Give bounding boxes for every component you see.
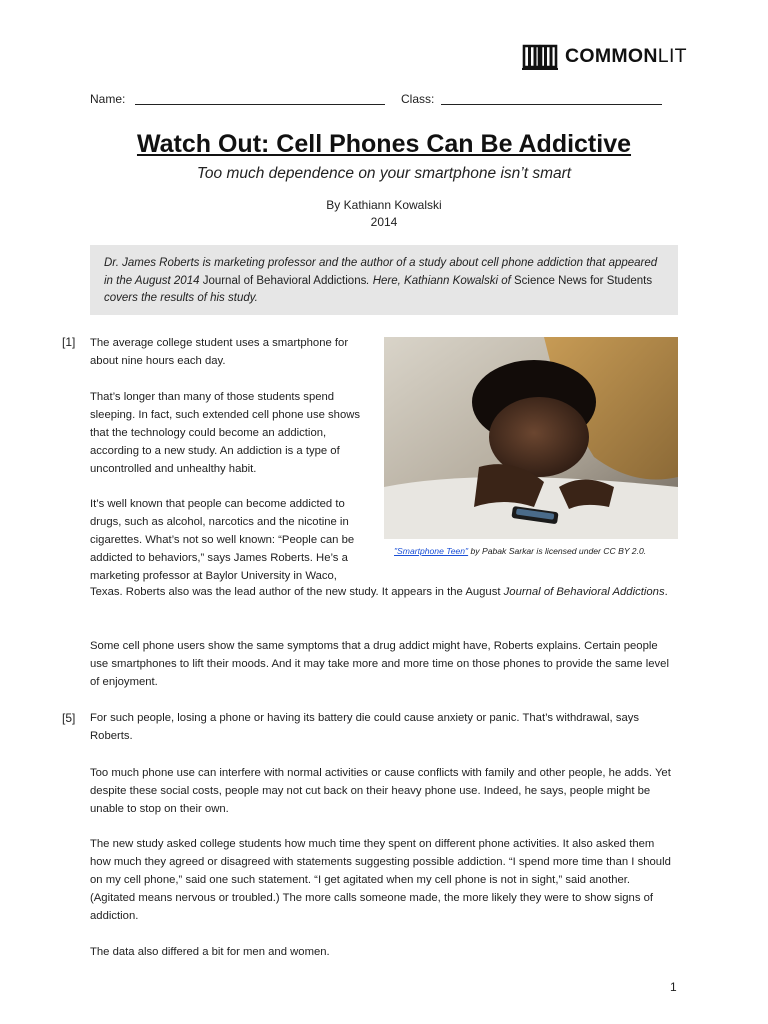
name-class-row bbox=[90, 92, 670, 108]
paragraph-2: That’s longer than many of those students spend sleeping. In fact, such extended cell phone use shows that the technology could become an addiction, according to a new study. An addiction is a type of uncontrolled and unhealthy habit. bbox=[90, 391, 361, 475]
paragraph-5: For such people, losing a phone or having its battery die could cause anxiety or panic. That’s withdrawal, says Roberts. bbox=[90, 712, 640, 742]
intro-box bbox=[90, 245, 678, 315]
class-field[interactable] bbox=[441, 104, 662, 105]
paragraph-number-5: [5] bbox=[62, 711, 76, 725]
paragraph-3a: It’s well known that people can become addicted to drugs, such as alcohol, narcotics and the nicotine in cigarettes. What’s not so well known: “People can be addicted to behaviors,” says James Roberts. He’s a marketing professor at Baylor University in Waco, bbox=[90, 498, 355, 582]
caption-license: by Pabak Sarkar is licensed under CC BY 2.0. bbox=[468, 546, 647, 556]
smartphone-teen-photo bbox=[384, 337, 678, 539]
paragraph-number-1: [1] bbox=[62, 335, 76, 349]
paragraph-6: Too much phone use can interfere with normal activities or cause conflicts with family and other people, he adds. Yet despite these social costs, people may not cut back on their heavy phone use. Indeed, he says, people might be unable to stop on their own. bbox=[90, 767, 671, 815]
intro-publication: Science News for Students bbox=[514, 274, 653, 287]
intro-part3: covers the results of his study. bbox=[104, 292, 258, 304]
class-label: Class: bbox=[401, 92, 435, 106]
paragraph-3-end: . bbox=[664, 586, 668, 598]
photo-source-link[interactable]: "Smartphone Teen" bbox=[394, 546, 469, 556]
name-field[interactable] bbox=[135, 104, 385, 105]
commonlit-logo bbox=[522, 42, 687, 70]
intro-part1: Dr. James Roberts is marketing professor and the author of a study about cell phone addiction that appeared in the August 2014 bbox=[104, 257, 658, 287]
logo-text bbox=[565, 45, 687, 68]
byline bbox=[0, 197, 768, 231]
article-title: Watch Out: Cell Phones Can Be Addictive bbox=[136, 130, 632, 158]
year: 2014 bbox=[370, 215, 398, 229]
paragraph-3-journal: Journal of Behavioral Addictions bbox=[503, 586, 665, 598]
page-number: 1 bbox=[670, 980, 677, 994]
book-icon bbox=[522, 42, 558, 70]
paragraph-3b-text: Texas. Roberts also was the lead author of the new study. It appears in the August bbox=[90, 586, 501, 598]
name-label: Name: bbox=[90, 92, 126, 106]
paragraph-8: The data also differed a bit for men and women. bbox=[90, 946, 330, 958]
author: By Kathiann Kowalski bbox=[326, 198, 442, 212]
paragraph-1: The average college student uses a smartphone for about nine hours each day. bbox=[90, 337, 349, 367]
photo-caption bbox=[394, 546, 678, 556]
logo-text-lit: LIT bbox=[657, 44, 687, 67]
paragraph-7: The new study asked college students how much time they spent on different phone activities. It also asked them how much they agreed or disagreed with statements suggesting possible addiction. “I spend more time than I should on my cell phone,” said one such statement. “I get agitated when my cell phone is not in sight,” said another. (Agitated means nervous or troubled.) The more calls someone made, the more likely they were to show signs of addiction. bbox=[90, 838, 671, 922]
intro-part2: . Here, Kathiann Kowalski of bbox=[366, 274, 511, 287]
article-subtitle: Too much dependence on your smartphone isn’t smart bbox=[196, 165, 572, 182]
logo-text-common: COMMON bbox=[565, 44, 658, 67]
intro-journal: Journal of Behavioral Addictions bbox=[202, 274, 367, 287]
paragraph-3b bbox=[90, 583, 678, 601]
paragraph-4: Some cell phone users show the same symptoms that a drug addict might have, Roberts explains. Certain people use smartphones to lift their moods. And it may take more and more time on those phones to provide the same level of enjoyment. bbox=[90, 640, 669, 688]
